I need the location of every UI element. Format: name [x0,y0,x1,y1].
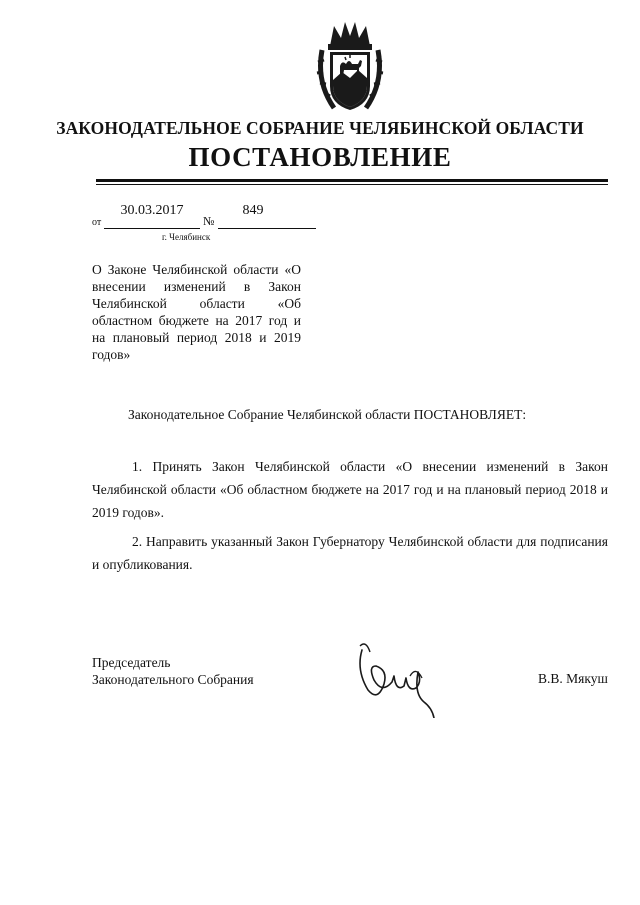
document-subject: О Законе Челябинской области «О внесении изменений в Закон Челябинской области «Об областном бюджете на 2017 год и на плановый период 2018 и 2019 годов» [92,262,301,362]
header-divider-thin [96,184,608,185]
chelyabinsk-coat-of-arms-icon [314,20,386,116]
signer-title-line-1: Председатель [92,655,171,670]
resolution-item-1: 1. Принять Закон Челябинской области «О внесении изменений в Закон Челябинской области «Об областном бюджете на 2017 год и на плановый период 2018 и 2019 годов». [92,459,608,520]
resolution-item-2: 2. Направить указанный Закон Губернатору Челябинской области для подписания и опубликования. [92,534,608,572]
signer-title-line-2: Законодательного Собрания [92,672,254,687]
number-label: № [203,214,215,228]
signer-name: В.В. Мякуш [538,671,608,686]
date-underline [104,228,200,229]
issue-city: г. Челябинск [162,232,211,242]
signer-title [92,654,254,688]
document-date: 30.03.2017 [120,203,184,218]
header-divider-thick [96,179,608,182]
number-underline [218,228,316,229]
date-label: от [92,217,102,228]
document-number: 849 [242,203,264,218]
preamble: Законодательное Собрание Челябинской области ПОСТАНОВЛЯЕТ: [128,407,527,422]
document-type-title: ПОСТАНОВЛЕНИЕ [188,142,452,172]
organization-title: ЗАКОНОДАТЕЛЬНОЕ СОБРАНИЕ ЧЕЛЯБИНСКОЙ ОБЛАСТИ [56,118,584,138]
handwritten-signature [352,636,446,718]
